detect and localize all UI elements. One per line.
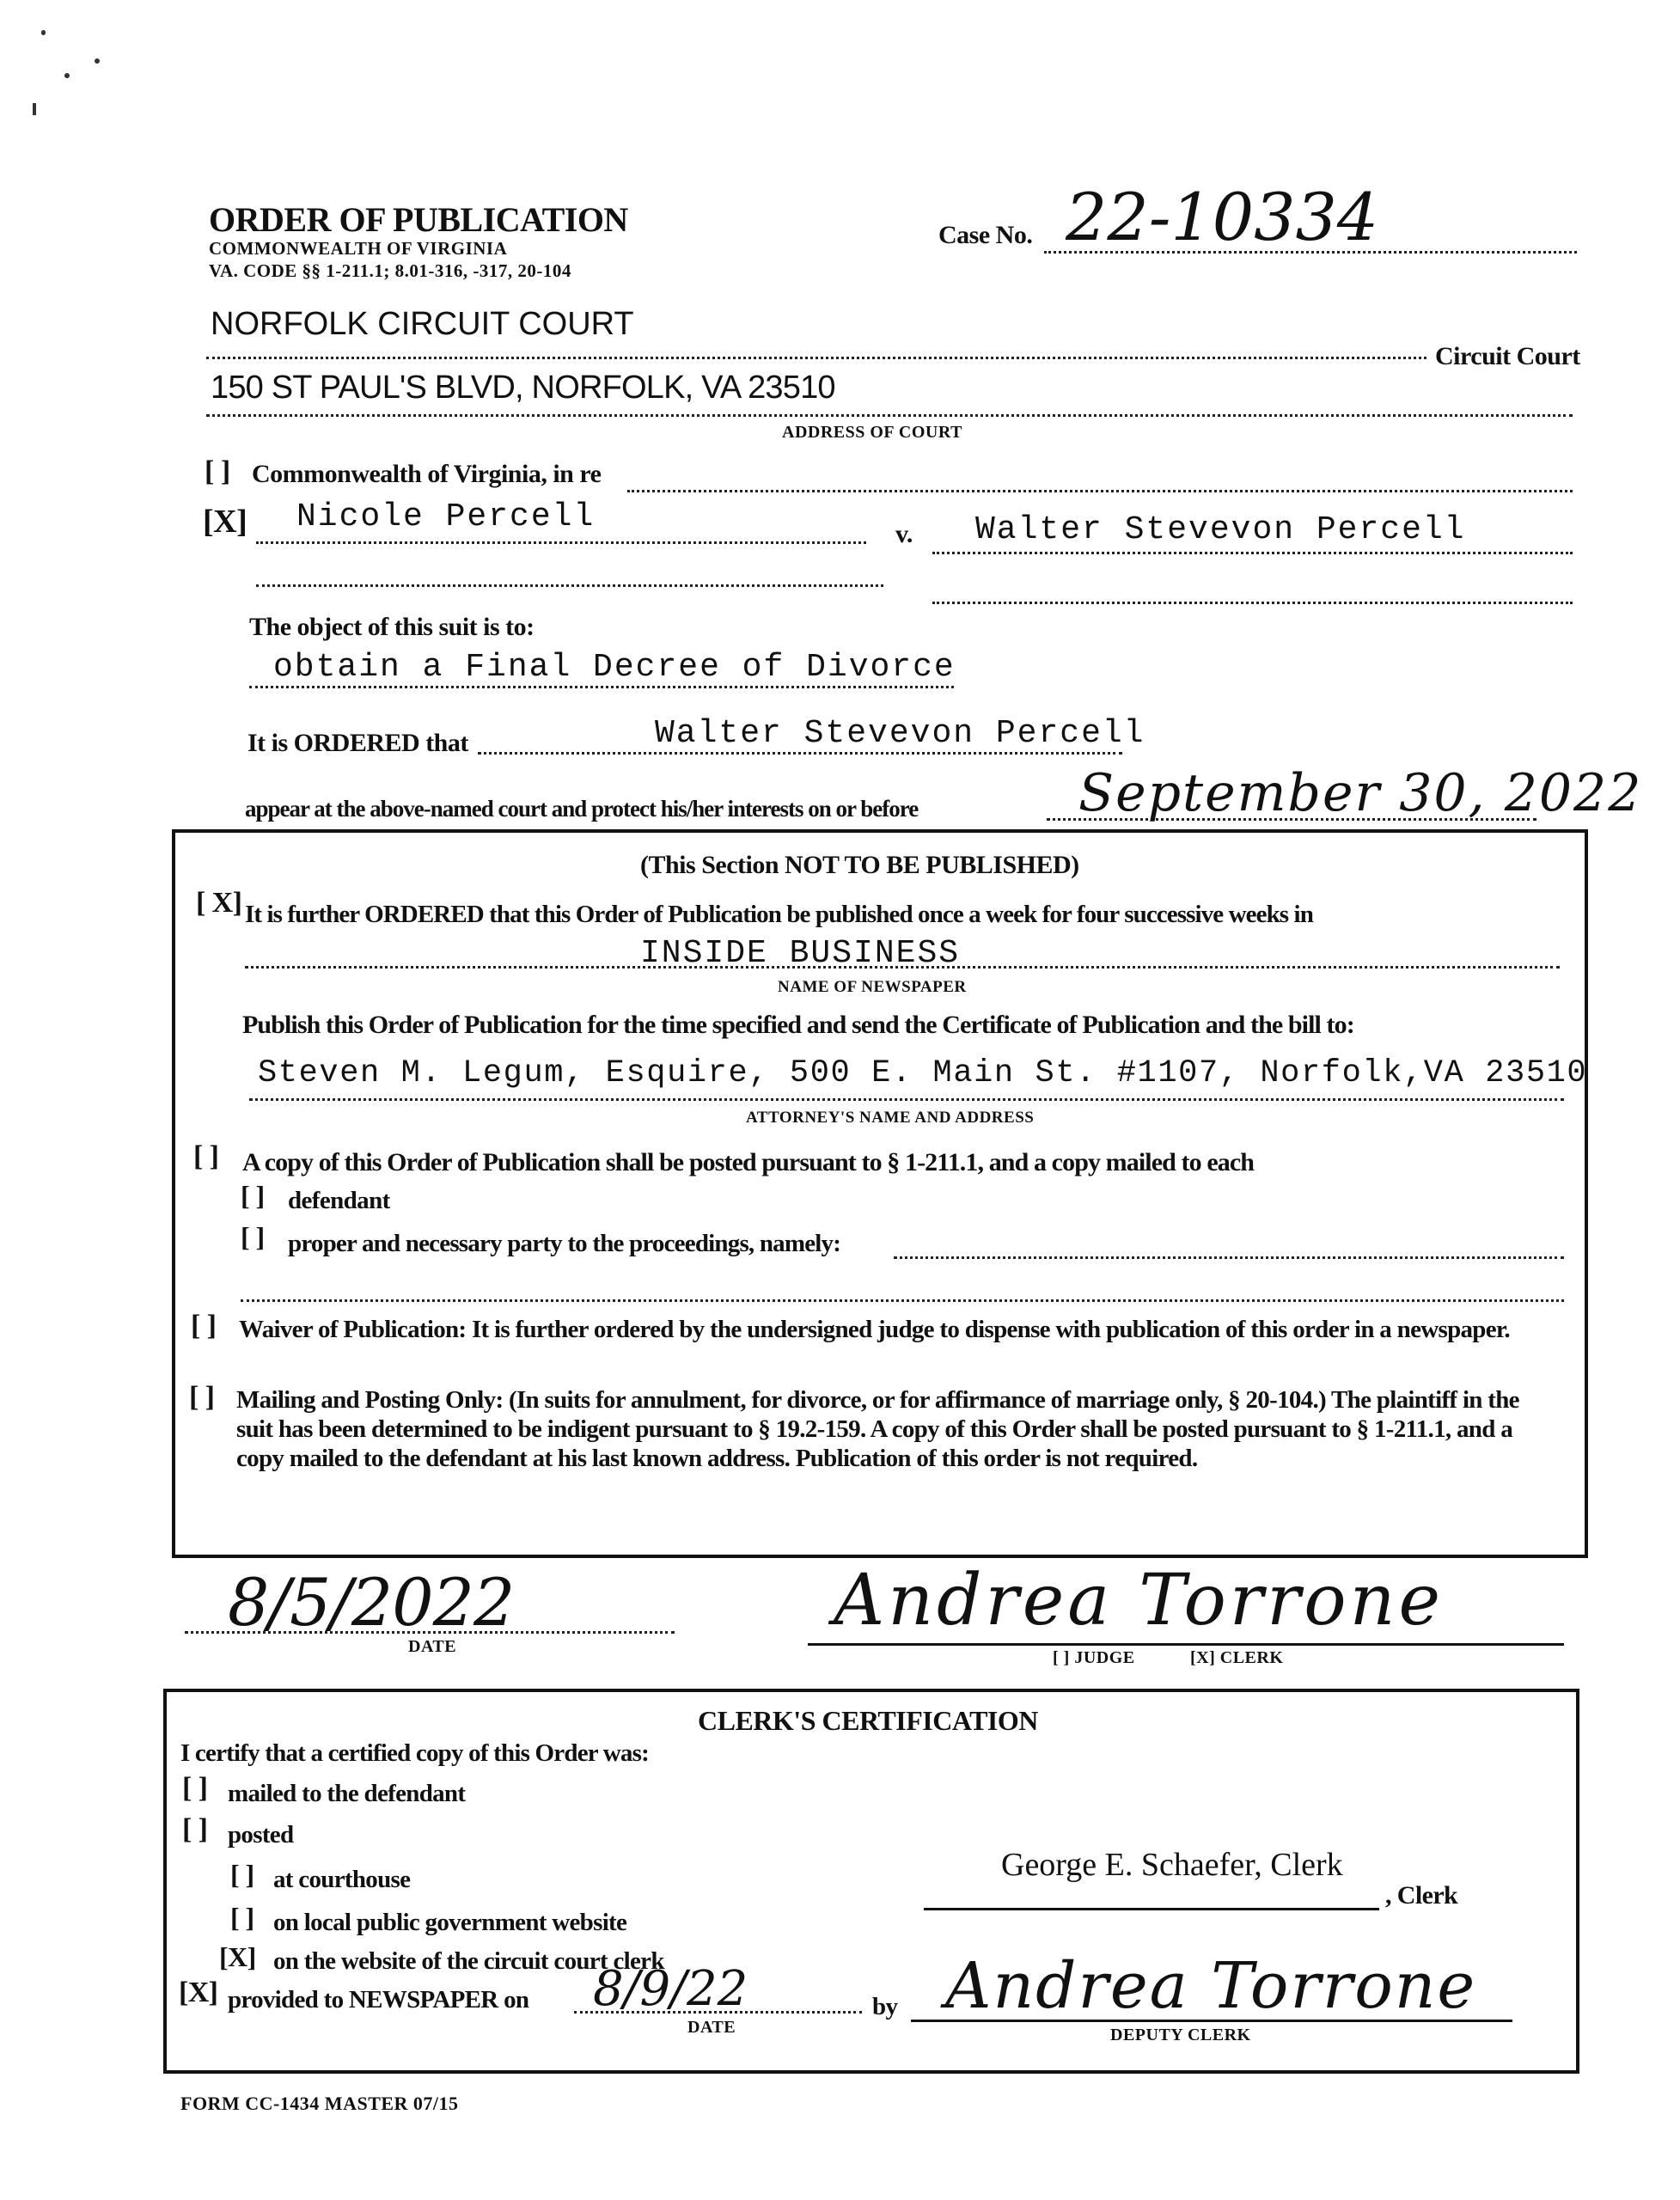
defendant-label: defendant bbox=[288, 1187, 390, 1214]
circuit-court-suffix: Circuit Court bbox=[1435, 342, 1580, 370]
defendant-line bbox=[932, 552, 1573, 554]
mailing-text: (In suits for annulment, for divorce, or for affirmance of marriage only, § 20-104.) The plaintiff in the suit has been determined to be indigent pursuant to § 19.2-159. A copy of this Order shall be posted pursuant to § 1-211.1, and a copy mailed to the defendant at his last known address. Publication of this order is not required. bbox=[236, 1386, 1519, 1473]
parties-checkbox[interactable]: [X] bbox=[203, 504, 247, 540]
case-no-value: 22-10334 bbox=[1066, 179, 1379, 255]
scan-speck bbox=[41, 30, 46, 35]
plaintiff-line-2 bbox=[256, 584, 883, 587]
signed-date-caption: DATE bbox=[408, 1637, 457, 1656]
gov-website-checkbox[interactable]: [ ] bbox=[230, 1902, 254, 1933]
appear-label: appear at the above-named court and protect his/her interests on or before bbox=[245, 796, 919, 822]
commonwealth-checkbox[interactable]: [ ] bbox=[205, 455, 230, 487]
certification-intro: I certify that a certified copy of this Order was: bbox=[180, 1739, 649, 1767]
clerk-website-label: on the website of the circuit court clerk bbox=[273, 1947, 664, 1975]
plaintiff-name: Nicole Percell bbox=[296, 498, 596, 535]
mailing-checkbox[interactable]: [ ] bbox=[189, 1381, 215, 1413]
clerk-name: George E. Schaefer, Clerk bbox=[1001, 1847, 1343, 1883]
code-citation: VA. CODE §§ 1-211.1; 8.01-316, -317, 20-104 bbox=[209, 260, 571, 281]
defendant-name: Walter Stevevon Percell bbox=[975, 511, 1466, 548]
provided-label: provided to NEWSPAPER on bbox=[228, 1986, 529, 2014]
signed-date: 8/5/2022 bbox=[228, 1564, 515, 1641]
mailing-paragraph bbox=[236, 1385, 1560, 1474]
waiver-checkbox[interactable]: [ ] bbox=[191, 1310, 217, 1341]
plaintiff-line bbox=[256, 541, 866, 544]
form-title: ORDER OF PUBLICATION bbox=[209, 200, 628, 239]
judge-clerk-signature: Andrea Torrone bbox=[834, 1560, 1444, 1641]
judge-caption: [ ] JUDGE bbox=[1053, 1648, 1135, 1667]
ordered-line bbox=[478, 752, 1122, 755]
deputy-clerk-caption: DEPUTY CLERK bbox=[1110, 2026, 1251, 2044]
further-ordered-text: It is further ORDERED that this Order of Publication be published once a week for four successive weeks in bbox=[245, 901, 1313, 928]
further-checkbox[interactable]: [ X] bbox=[196, 887, 242, 919]
scan-speck bbox=[33, 103, 36, 115]
attorney-caption: ATTORNEY'S NAME AND ADDRESS bbox=[746, 1109, 1035, 1127]
commonwealth-in-re-label: Commonwealth of Virginia, in re bbox=[252, 460, 602, 488]
attorney-name-address: Steven M. Legum, Esquire, 500 E. Main St. #1107, Norfolk,VA 23510 bbox=[258, 1055, 1588, 1091]
form-number: FORM CC-1434 MASTER 07/15 bbox=[180, 2093, 459, 2114]
appear-date: September 30, 2022 bbox=[1078, 763, 1643, 823]
ordered-name: Walter Stevevon Percell bbox=[655, 715, 1145, 752]
waiver-text: It is further ordered by the undersigned judge to dispense with publication of this order in a newspaper. bbox=[471, 1316, 1510, 1343]
clerk-website-checkbox[interactable]: [X] bbox=[219, 1941, 256, 1972]
scan-speck bbox=[95, 58, 100, 64]
in-re-line bbox=[627, 490, 1573, 492]
case-no-label: Case No. bbox=[938, 221, 1033, 249]
defendant-line-2 bbox=[932, 602, 1573, 604]
object-label: The object of this suit is to: bbox=[249, 613, 535, 641]
court-name: NORFOLK CIRCUIT COURT bbox=[211, 306, 634, 342]
waiver-paragraph bbox=[239, 1315, 1558, 1345]
provided-date: 8/9/22 bbox=[593, 1961, 748, 2017]
deputy-clerk-line bbox=[911, 2020, 1512, 2022]
waiver-title: Waiver of Publication: bbox=[239, 1316, 467, 1343]
clerk-caption: [X] CLERK bbox=[1190, 1648, 1284, 1667]
posted-checkbox[interactable]: [ ] bbox=[193, 1140, 219, 1172]
courthouse-checkbox[interactable]: [ ] bbox=[230, 1859, 254, 1890]
posted-text: A copy of this Order of Publication shall be posted pursuant to § 1-211.1, and a copy mailed to each bbox=[242, 1148, 1255, 1176]
scan-speck bbox=[64, 73, 70, 78]
object-value: obtain a Final Decree of Divorce bbox=[273, 649, 956, 686]
commonwealth-label: COMMONWEALTH OF VIRGINIA bbox=[209, 238, 508, 259]
ordered-label: It is ORDERED that bbox=[247, 729, 468, 757]
posted-cert-checkbox[interactable]: [ ] bbox=[182, 1813, 208, 1845]
posted-cert-label: posted bbox=[228, 1821, 294, 1849]
signed-date-line bbox=[185, 1631, 675, 1634]
attorney-line bbox=[249, 1098, 1564, 1101]
party-line-2 bbox=[241, 1299, 1564, 1302]
gov-website-label: on local public government website bbox=[273, 1909, 627, 1936]
address-caption: ADDRESS OF COURT bbox=[782, 423, 962, 442]
versus-label: v. bbox=[895, 520, 913, 548]
party-line bbox=[894, 1256, 1564, 1259]
provided-date-caption: DATE bbox=[687, 2018, 736, 2037]
newspaper-name: INSIDE BUSINESS bbox=[640, 935, 961, 972]
by-label: by bbox=[872, 1993, 898, 2020]
judge-clerk-line bbox=[808, 1643, 1564, 1646]
object-line bbox=[249, 686, 954, 688]
clerk-name-line bbox=[924, 1908, 1379, 1910]
mailing-title: Mailing and Posting Only: bbox=[236, 1386, 504, 1414]
mailed-checkbox[interactable]: [ ] bbox=[182, 1772, 208, 1804]
court-address: 150 ST PAUL'S BLVD, NORFOLK, VA 23510 bbox=[211, 370, 835, 406]
courthouse-label: at courthouse bbox=[273, 1866, 411, 1893]
deputy-clerk-signature: Andrea Torrone bbox=[945, 1949, 1477, 2023]
provided-checkbox[interactable]: [X] bbox=[179, 1977, 218, 2008]
unpublished-heading: (This Section NOT TO BE PUBLISHED) bbox=[640, 851, 1079, 879]
court-name-line bbox=[206, 357, 1426, 359]
newspaper-caption: NAME OF NEWSPAPER bbox=[778, 978, 967, 996]
defendant-checkbox[interactable]: [ ] bbox=[241, 1180, 265, 1211]
certification-heading: CLERK'S CERTIFICATION bbox=[698, 1705, 1038, 1736]
party-label: proper and necessary party to the proceedings, namely: bbox=[288, 1230, 841, 1257]
publish-text: Publish this Order of Publication for the time specified and send the Certificate of Publication and the bill to: bbox=[242, 1011, 1354, 1039]
clerk-suffix: , Clerk bbox=[1385, 1881, 1458, 1910]
mailed-label: mailed to the defendant bbox=[228, 1780, 466, 1807]
court-address-line bbox=[206, 414, 1573, 417]
party-checkbox[interactable]: [ ] bbox=[241, 1221, 265, 1252]
